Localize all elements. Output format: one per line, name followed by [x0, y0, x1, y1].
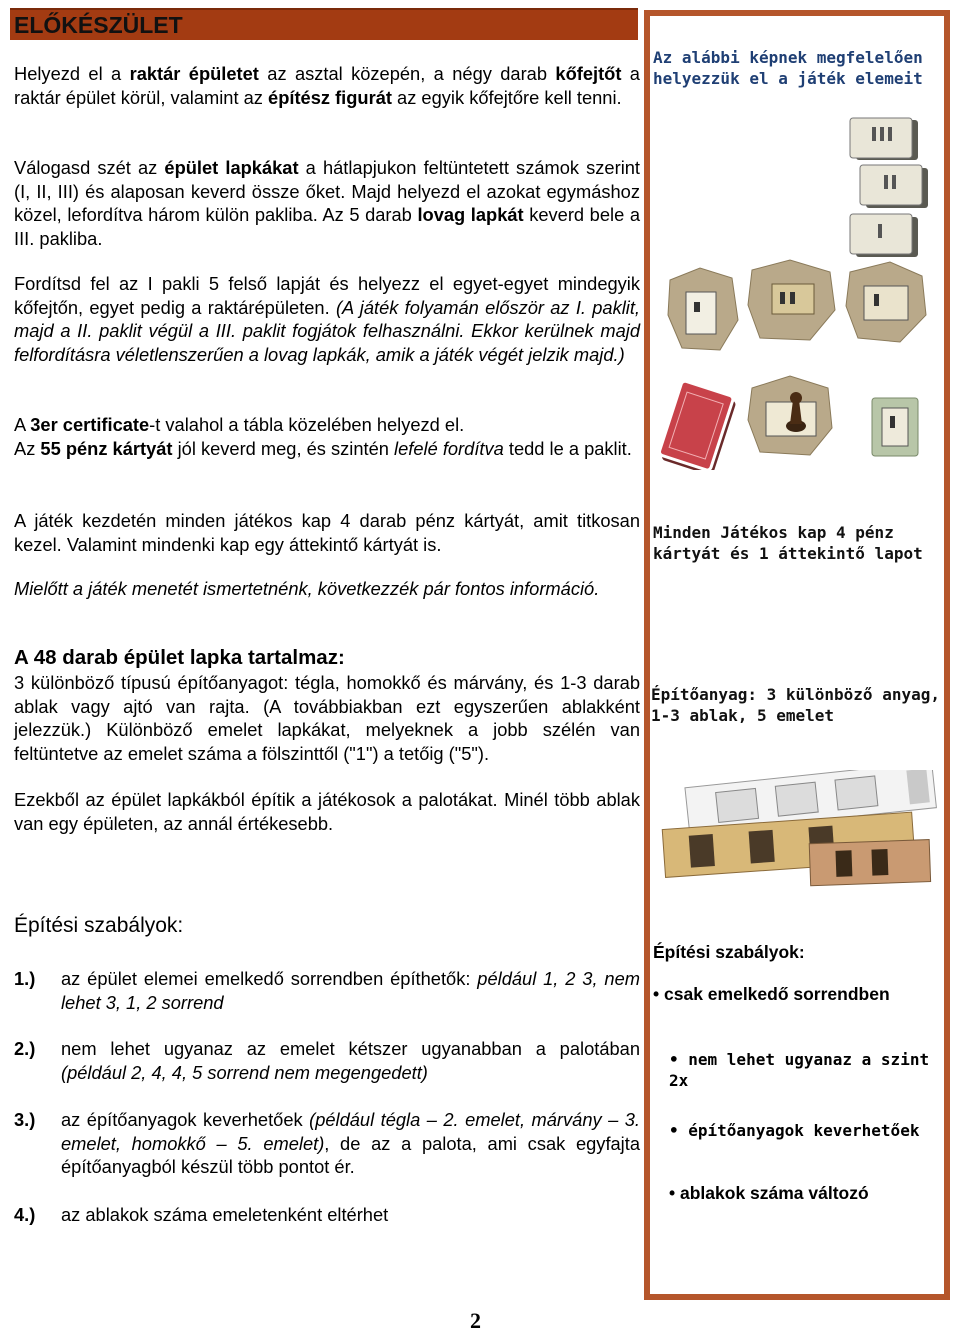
italic-example: például 1, 2 3, nem lehet 3, 1, 2 sorrend: [61, 968, 640, 1013]
section-header-bar: [10, 8, 638, 40]
bold-term: kőfejtőt: [555, 63, 622, 84]
text: Az: [14, 437, 41, 459]
sidebar-bullet-1: • csak emelkedő sorrendben: [653, 984, 890, 1004]
sidebar-bullet-2: • nem lehet ugyanaz a szint 2x: [669, 1050, 930, 1090]
sidebar-note-materials: Építőanyag: 3 különböző anyag, 1-3 ablak, 5 emelet: [651, 685, 940, 725]
text: az ablakok száma emeletenként eltérhet: [61, 1204, 389, 1225]
text: , de az a palota, ami csak egyfajta építőanyagból készül több pontot ér.: [61, 1132, 640, 1177]
heading-tiles-contents: A 48 darab épület lapka tartalmaz:: [14, 646, 345, 669]
section-title: ELŐKÉSZÜLET: [14, 12, 183, 38]
text: az épület elemei emelkedő sorrendben építhetők:: [61, 968, 478, 989]
money-card-deck: [660, 380, 738, 470]
rule-number: 3.): [14, 1109, 36, 1130]
tile-deck-2: [860, 165, 928, 208]
paragraph-intro-info: Mielőtt a játék menetét ismertetnénk, következzék pár fontos információ.: [14, 578, 600, 599]
text: -t valahol a tábla közelében helyezd el.: [149, 414, 465, 435]
text: a raktár épület körül, valamint az: [14, 63, 640, 108]
rule-item-1: [14, 967, 640, 1015]
heading-building-rules: [14, 914, 183, 938]
paragraph-flip-tiles: [14, 272, 640, 366]
rule-number: 2.): [14, 1038, 36, 1059]
rule-item-3: [14, 1108, 640, 1180]
bold-term: lovag lapkát: [417, 204, 524, 225]
bullet-text: csak emelkedő sorrendben: [664, 984, 890, 1004]
warehouse-tile: [846, 262, 926, 342]
sidebar-bullet-4: • ablakok száma változó: [669, 1183, 869, 1203]
italic-example: (például 2, 4, 4, 5 sorrend nem megengedett): [61, 1061, 428, 1083]
italic-term: lefelé fordítva: [394, 437, 504, 459]
text: Válogasd szét az: [14, 157, 165, 178]
bold-term: raktár épületet: [129, 63, 259, 84]
rule-text: [61, 1203, 640, 1227]
text: tedd le a paklit.: [503, 437, 632, 459]
rule-text: [61, 1037, 640, 1084]
paragraph-sort-tiles: [14, 156, 640, 250]
sidebar-rules-heading: [653, 942, 943, 963]
bullet-text: ablakok száma változó: [680, 1183, 869, 1203]
paragraph-certificate-money: [14, 413, 640, 460]
sidebar-bullet-3: • építőanyagok keverhetőek: [669, 1121, 920, 1140]
bullet-text: nem lehet ugyanaz a szint 2x: [669, 1050, 930, 1090]
italic-example: (például tégla – 2. emelet, márvány – 3. emelet, homokkő – 5. emelet): [61, 1109, 640, 1154]
quarry-tile-top: [748, 260, 835, 340]
quarry-tile-bottom: [748, 376, 832, 455]
bold-term: 55 pénz kártyát: [40, 437, 173, 459]
paragraph-palace-value: Ezekből az épület lapkákból építik a játékosok a palotákat. Minél több ablak van egy épületen, az annál értékesebb.: [14, 789, 640, 834]
sidebar-note-cards: Minden Játékos kap 4 pénz kártyát és 1 áttekintő lapot: [653, 523, 923, 563]
building-tiles-illustration: [660, 770, 945, 890]
rule-number: 1.): [14, 968, 36, 989]
bullet-text: építőanyagok keverhetőek: [688, 1121, 920, 1140]
bold-term: építész figurát: [268, 86, 392, 108]
tile-deck-1: [850, 118, 918, 160]
italic-note: (A játék folyamán először az I. paklit, majd a II. paklit végül a III. paklit fogjátok felhasználni. Ekkor kerülnek majd felfordításra véletlenszerűen a lovag lapkák, amik a játék végét jelzik majd.): [14, 296, 640, 365]
bold-term: épület lapkákat: [164, 157, 299, 178]
text: nem lehet ugyanaz az emelet kétszer ugyanabban a palotában: [61, 1038, 640, 1059]
rule-item-2: [14, 1037, 640, 1085]
text: az építőanyagok keverhetőek: [61, 1109, 310, 1130]
rule-text: [61, 967, 640, 1014]
quarry-tile-right: [872, 398, 918, 456]
text: A: [14, 414, 31, 435]
bold-term: 3er certificate: [30, 414, 150, 435]
text: a hátlapjukon feltüntetett számok szerint (I, II, III) és alaposan keverd össze őket. Majd helyezd el azokat egymáshoz közel, lefordítva három külön pakliba. Az 5 darab: [14, 157, 640, 225]
sidebar-note-setup: Az alábbi képnek megfelelően helyezzük el a játék elemeit: [653, 48, 923, 88]
text: Helyezd el a: [14, 63, 130, 84]
setup-illustration: [660, 110, 940, 470]
tile-deck-3: [850, 214, 918, 257]
paragraph-starting-cards: A játék kezdetén minden játékos kap 4 darab pénz kártyát, amit titkosan kezel. Valamint mindenki kap egy áttekintő kártyát is.: [14, 510, 640, 555]
text: az asztal közepén, a négy darab: [258, 63, 556, 84]
text: jól keverd meg, és szintén: [172, 437, 395, 459]
heading-text: Építési szabályok:: [653, 942, 805, 962]
paragraph-tile-contents: 3 különböző típusú építőanyagot: tégla, homokkő és márvány, és 1-3 darab ablak vagy ajtó van rajta. (A továbbiakban ezt egyszerűen ablakként jelezzük.) Különböző emelet lapkákat, melyeknek a jobb szélén van feltüntetve az emelet száma a fölszinttől ("1") a tetőig ("5").: [14, 672, 640, 764]
text: keverd bele a III. pakliba.: [14, 204, 640, 249]
page-number: 2: [470, 1308, 481, 1333]
paragraph-setup-buildings: [14, 62, 640, 109]
quarry-tile-left: [668, 268, 738, 350]
text: Fordítsd fel az I pakli 5 felső lapját és helyezz el egyet-egyet mindegyik kőfejtőn, egyet pedig a raktárépületen.: [14, 273, 640, 318]
text: az egyik kőfejtőre kell tenni.: [391, 86, 622, 108]
rule-number: 4.): [14, 1204, 36, 1225]
rule-text: [61, 1108, 640, 1179]
rule-item-4: [14, 1203, 640, 1227]
heading-text: Építési szabályok:: [14, 914, 184, 937]
